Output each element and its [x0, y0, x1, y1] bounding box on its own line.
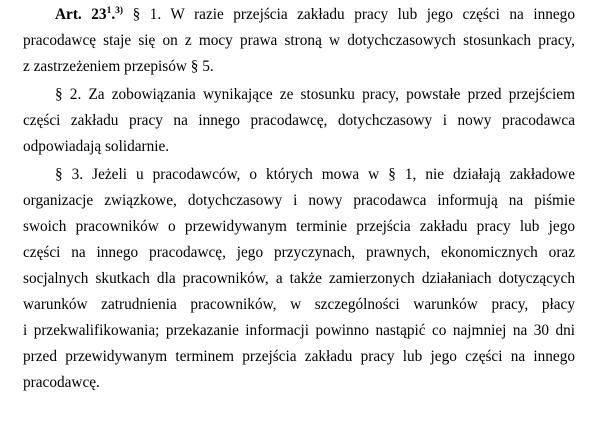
paragraph-1-line-3: z zastrzeżeniem przepisów § 5.	[23, 58, 214, 75]
paragraph-1-line-2: pracodawcę staje się on z mocy prawa stroną w dotychczasowych stosunkach pracy,	[23, 32, 575, 49]
paragraph-3-line-9: pracodawcę.	[23, 374, 100, 391]
paragraph-3-line-4: części na innego pracodawcę, jego przyczynach, prawnych, ekonomicznych oraz	[23, 244, 575, 261]
paragraph-3-line-6: warunków zatrudnienia pracowników, w szczególności warunków pracy, płacy	[23, 296, 575, 313]
paragraph-2-line-2: części zakładu pracy na innego pracodawcę, dotychczasowy i nowy pracodawca	[23, 112, 575, 129]
paragraph-3-line-1: § 3. Jeżeli u pracodawców, o których mowa w § 1, nie działają zakładowe	[55, 166, 575, 183]
paragraph-3-line-2: organizacje związkowe, dotychczasowy i nowy pracodawca informują na piśmie	[23, 192, 575, 209]
article-first-line	[23, 5, 575, 25]
paragraph-3-line-8: przed przewidywanym terminem przejścia zakładu pracy lub jego części na innego	[23, 348, 575, 365]
paragraph-2-line-3: odpowiadają solidarnie.	[23, 138, 170, 155]
paragraph-2-line-1: § 2. Za zobowiązania wynikające ze stosunku pracy, powstałe przed przejściem	[55, 86, 575, 103]
article-number-superscript: 1	[106, 6, 112, 16]
paragraph-3-line-5: socjalnych skutkach dla pracowników, a także zamierzonych działaniach dotyczących	[23, 270, 575, 287]
article-heading: Art. $23^1.^{3)}$	[55, 6, 124, 23]
paragraph-3-line-7: i przekwalifikowania; przekazanie informacji powinno nastąpić co najmniej na 30 dni	[23, 322, 575, 339]
footnote-reference: 3)	[115, 6, 124, 16]
paragraph-1-line-1: § 1. W razie przejścia zakładu pracy lub jego części na innego	[132, 6, 575, 23]
paragraph-3-line-3: swoich pracowników o przewidywanym terminie przejścia zakładu pracy lub jego	[23, 218, 575, 235]
